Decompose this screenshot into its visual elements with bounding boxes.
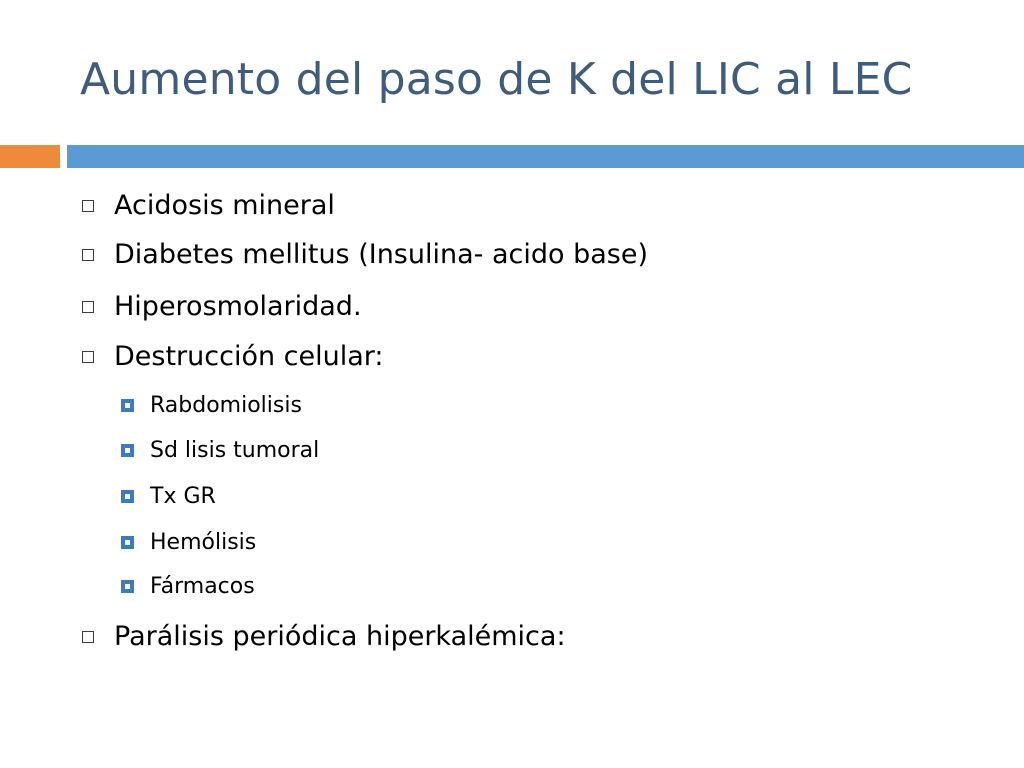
list-item [121,393,302,418]
filled-square-bullet-icon [121,444,134,457]
hollow-square-bullet-icon [82,249,94,261]
list-item [82,341,384,372]
list-item-text: Sd lisis tumoral [150,438,320,463]
list-item [121,484,216,509]
hollow-square-bullet-icon [82,200,94,212]
list-item [121,438,319,463]
list-item-text: Acidosis mineral [114,190,335,221]
list-item-text: Tx GR [150,484,216,509]
filled-square-bullet-icon [121,536,134,549]
filled-square-bullet-icon [121,490,134,503]
list-item-text: Fármacos [150,574,255,599]
list-item-text: Hemólisis [150,530,257,555]
list-item [82,190,335,221]
list-item [82,291,362,322]
list-item-text: Parálisis periódica hiperkalémica: [114,621,566,652]
hollow-square-bullet-icon [82,631,94,643]
filled-square-bullet-icon [121,399,134,412]
slide-title: Aumento del paso de K del LIC al LEC [80,54,913,105]
list-item-text: Rabdomiolisis [150,393,302,418]
hollow-square-bullet-icon [82,351,94,363]
list-item-text: Diabetes mellitus (Insulina- acido base) [114,239,649,270]
filled-square-bullet-icon [121,580,134,593]
list-item-text: Destrucción celular: [114,341,384,372]
list-item [82,621,566,652]
list-item [82,239,648,270]
hollow-square-bullet-icon [82,301,94,313]
list-item-text: Hiperosmolaridad. [114,291,362,322]
list-item [121,530,256,555]
list-item [121,574,255,599]
